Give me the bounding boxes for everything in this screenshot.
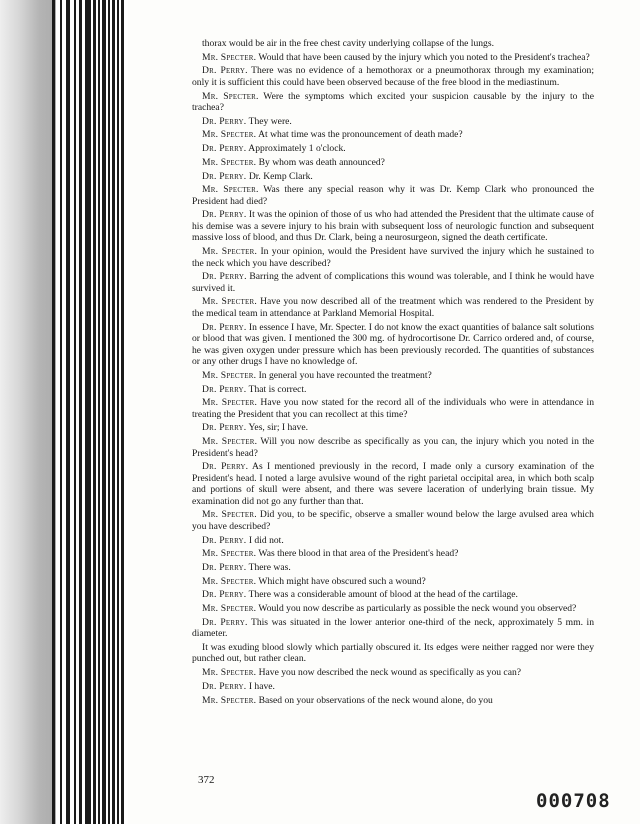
speaker-name: Mr. Specter. — [202, 436, 258, 448]
speaker-name: Dr. Perry. — [202, 680, 247, 692]
speaker-name: Mr. Specter. — [202, 509, 257, 521]
speaker-name: Dr. Perry. — [202, 422, 247, 434]
paragraph-text: This was situated in the lower anterior one-third of the neck, approximately 5 mm. in diameter. — [192, 616, 595, 640]
paragraph-text: At what time was the pronouncement of death made? — [256, 129, 463, 141]
testimony-paragraph — [192, 642, 594, 665]
testimony-paragraph — [192, 184, 594, 207]
speaker-name: Dr. Perry. — [202, 170, 247, 182]
testimony-paragraph — [192, 695, 594, 707]
testimony-paragraph — [192, 461, 594, 507]
paragraph-text: It was exuding blood slowly which partially obscured it. Its edges were neither ragged nor were they punched out, but rather clean. — [192, 641, 594, 665]
paragraph-text: There was a considerable amount of blood at the head of the cartilage. — [246, 589, 518, 601]
testimony-paragraph — [192, 576, 594, 588]
speaker-name: Mr. Specter. — [202, 694, 257, 706]
testimony-paragraph — [192, 548, 594, 560]
testimony-paragraph — [192, 171, 594, 183]
speaker-name: Mr. Specter. — [202, 51, 257, 63]
paragraph-text: In general you have recounted the treatment? — [256, 369, 432, 381]
paragraph-text: Have you now described all of the treatment which was rendered to the President by the medical team in attendance at Parkland Memorial Hospital. — [192, 296, 594, 319]
paragraph-text: Have you now described the neck wound as specifically as you can? — [256, 667, 522, 679]
testimony-paragraph — [192, 617, 594, 640]
binding-edge — [0, 0, 128, 824]
paragraph-text: Yes, sir; I have. — [246, 422, 308, 434]
page-number: 372 — [198, 774, 215, 786]
speaker-name: Dr. Perry. — [202, 383, 247, 395]
testimony-paragraph — [192, 38, 594, 50]
testimony-paragraph — [192, 535, 594, 547]
paragraph-text: Were the symptoms which excited your suspicion causable by the injury to the trachea? — [192, 90, 594, 114]
speaker-name: Mr. Specter. — [202, 397, 258, 409]
paragraph-text: As I mentioned previously in the record, I made only a cursory examination of the President's head. I noted a large avulsive wound of the right parietal occipital area, in which both scalp and portions of skull were absent, and there was severe laceration of underlying brain tissue. My examination did not go any further than that. — [192, 461, 594, 507]
paragraph-text: There was. — [246, 562, 291, 573]
paragraph-text: Was there any special reason why it was Dr. Kemp Clark who pronounced the President had died? — [192, 184, 594, 207]
paragraph-text: In your opinion, would the President have survived the injury which he sustained to the neck which you have described? — [192, 246, 594, 269]
testimony-paragraph — [192, 603, 594, 615]
testimony-paragraph — [192, 509, 594, 532]
testimony-paragraph — [192, 65, 594, 88]
speaker-name: Dr. Perry. — [202, 461, 249, 473]
exhibit-stamp-number: 000708 — [536, 790, 611, 812]
speaker-name: Mr. Specter. — [202, 667, 257, 679]
testimony-paragraph — [192, 246, 594, 269]
speaker-name: Mr. Specter. — [202, 296, 257, 308]
speaker-name: Dr. Perry. — [202, 534, 247, 546]
testimony-paragraph — [192, 397, 594, 420]
speaker-name: Dr. Perry. — [202, 143, 247, 155]
speaker-name: Mr. Specter. — [202, 184, 259, 196]
testimony-paragraph — [192, 91, 594, 114]
testimony-paragraph — [192, 129, 594, 141]
testimony-paragraph — [192, 209, 594, 244]
testimony-paragraph — [192, 116, 594, 128]
paragraph-text: That is correct. — [246, 383, 307, 395]
paragraph-text: Based on your observations of the neck wound alone, do you — [256, 694, 493, 706]
paragraph-text: Would that have been caused by the injury which you noted to the President's trachea? — [256, 51, 590, 63]
testimony-paragraph — [192, 271, 594, 294]
testimony-paragraph — [192, 562, 594, 574]
paragraph-text: They were. — [246, 115, 292, 127]
paragraph-text: Which might have obscured such a wound? — [256, 575, 426, 587]
paragraph-text: Approximately 1 o'clock. — [246, 143, 346, 155]
paragraph-text: In essence I have, Mr. Specter. I do not know the exact quantities of balance salt solutions or blood that was given. I mentioned the 300 mg. of hydrocortisone Dr. Carrico ordered and, of course, he was given oxygen under pressure which has been previously recorded. The quantities of substances or any other drugs I have no knowledge of. — [192, 321, 594, 368]
speaker-name: Dr. Perry. — [202, 321, 247, 333]
testimony-paragraph — [192, 157, 594, 169]
testimony-paragraph — [192, 422, 594, 434]
speaker-name: Mr. Specter. — [202, 575, 257, 587]
paragraph-text: Dr. Kemp Clark. — [246, 170, 313, 182]
speaker-name: Mr. Specter. — [202, 369, 257, 381]
paragraph-text: There was no evidence of a hemothorax or a pneumothorax through my examination; only it is sufficient this could have been observed because of the free blood in the mediastinum. — [192, 65, 594, 88]
speaker-name: Dr. Perry. — [202, 589, 247, 601]
testimony-paragraph — [192, 52, 594, 64]
testimony-paragraph — [192, 322, 594, 368]
testimony-paragraph — [192, 436, 594, 459]
paragraph-text: Barring the advent of complications this wound was tolerable, and I think he would have survived it. — [192, 271, 594, 294]
speaker-name: Dr. Perry. — [202, 115, 247, 127]
paragraph-text: By whom was death announced? — [256, 156, 385, 168]
speaker-name: Dr. Perry. — [202, 65, 248, 77]
paragraph-text: Would you now describe as particularly as possible the neck wound you observed? — [256, 603, 577, 615]
testimony-paragraph — [192, 296, 594, 319]
testimony-paragraph — [192, 143, 594, 155]
paragraph-text: Have you now stated for the record all of the individuals who were in attendance in treating the President that you can recollect at this time? — [192, 397, 594, 420]
speaker-name: Mr. Specter. — [202, 246, 258, 258]
testimony-paragraph — [192, 384, 594, 396]
testimony-text — [192, 38, 594, 708]
testimony-paragraph — [192, 667, 594, 679]
speaker-name: Dr. Perry. — [202, 271, 247, 283]
speaker-name: Mr. Specter. — [202, 129, 257, 141]
paragraph-text: thorax would be air in the free chest cavity underlying collapse of the lungs. — [202, 38, 494, 49]
speaker-name: Mr. Specter. — [202, 603, 257, 615]
speaker-name: Dr. Perry. — [202, 209, 247, 221]
paragraph-text: It was the opinion of those of us who had attended the President that the ultimate cause of his demise was a severe injury to his brain with subsequent loss of neurologic function and subsequent massive loss of blood, and thus Dr. Clark, being a neurosurgeon, signed the death certificate. — [192, 209, 594, 244]
paragraph-text: Will you now describe as specifically as you can, the injury which you noted in the President's head? — [192, 436, 594, 459]
paragraph-text: Was there blood in that area of the President's head? — [256, 548, 459, 560]
speaker-name: Dr. Perry. — [202, 562, 247, 573]
testimony-paragraph — [192, 681, 594, 693]
speaker-name: Mr. Specter. — [202, 90, 259, 102]
testimony-paragraph — [192, 370, 594, 382]
speaker-name: Mr. Specter. — [202, 156, 257, 168]
paragraph-text: Did you, to be specific, observe a smaller wound below the large avulsed area which you have described? — [192, 509, 594, 532]
speaker-name: Mr. Specter. — [202, 548, 257, 560]
paragraph-text: I have. — [246, 680, 275, 692]
testimony-paragraph — [192, 589, 594, 601]
speaker-name: Dr. Perry. — [202, 616, 248, 628]
paragraph-text: I did not. — [246, 534, 284, 546]
